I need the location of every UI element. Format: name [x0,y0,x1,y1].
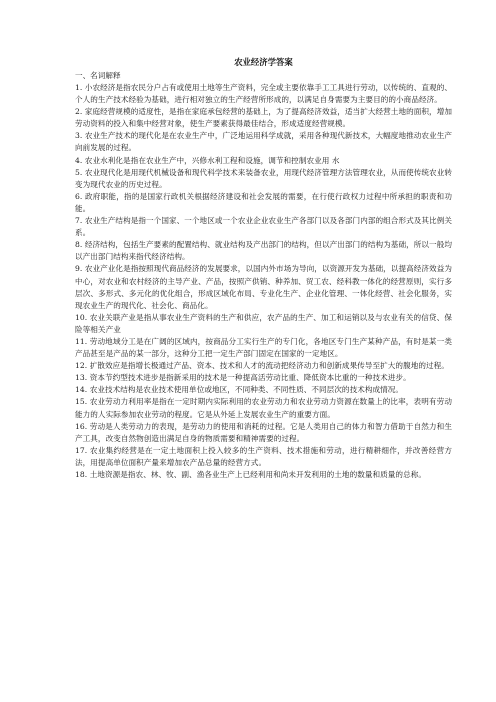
definition-item: 11. 劳动地域分工是在广阔的区域内，按商品分工实行生产的专门化，各地区专门生产某种产品，有时是某一类产品甚至是产品的某一部分，这种分工把一定生产部门固定在国家的一定地区。 [75,336,452,359]
definition-item: 12. 扩散效应是指增长极通过产品、资本、技术和人才的流动把经济动力和创新成果传导至扩大的腹地的过程。 [75,361,449,371]
definition-item: 18. 土地资源是指农、林、牧、副、渔各业生产上已经利用和尚未开发利用的土地的数量和质量的总称。 [75,470,427,479]
definition-item: 1. 小农经济是指农民分户占有或使用土地等生产资料，完全或主要依靠手工工具进行劳动，以传统的、直观的、个人的生产技术经验为基础，进行相对独立的生产经营所形成的，以满足自身需要为主要目的的小商品经济。 [75,83,452,105]
definition-item: 15. 农业劳动力利用率是指在一定时期内实际利用的农业劳动力和农业劳动力资源在数量上的比率，表明有劳动能力的人实际参加农业劳动的程度。它是从外延上发展农业生产的重要方面。 [75,397,452,419]
definition-item: 5. 农业现代化是用现代机械设备和现代科学技术来装备农业，用现代经济管理方法管理农业，从而使传统农业转变为现代农业的历史过程。 [75,167,452,189]
definition-item: 8. 经济结构，包括生产要素的配置结构、就业结构及产出部门的结构，但以产出部门的结构为基础，所以一般均以产出部门结构来指代经济结构。 [75,240,452,262]
section-heading: 一、名词解释 [75,71,121,80]
definition-item: 17. 农业集约经营是在一定土地面积上投入较多的生产资料、技术措施和劳动，进行精耕细作，并改善经营方法，用提高单位面积产量来增加农产品总量的经营方式。 [75,445,452,467]
definition-item: 16. 劳动是人类劳动力的表现，是劳动力的使用和消耗的过程。它是人类用自己的体力和智力借助于自然力和生产工具，改变自然物创造出满足自身的物质需要和精神需要的过程。 [75,421,452,443]
definition-item: 14. 农业技术结构是农业技术使用单位或地区，不同种类、不同性质、不同层次的技术构成情况。 [75,385,404,395]
definition-item: 13. 资本节约型技术进步是指新采用的技术是一种提高活劳动比重、降低资本比重的一种技术进步。 [75,373,411,383]
definition-item: 9. 农业产业化是指按照现代商品经济的发展要求，以国内外市场为导向，以资源开发为基础，以提高经济效益为中心，对农业和农村经济的主导产业、产品，按照产供销、种养加、贸工农、经科教一体化的经营原则，实行多层次、多形式、多元化的优化组合，形成区域化布局、专业化生产、企业化管理、一体化经营、社会化服务，实现农业生产的现代化、社会化、商品化。 [75,264,452,310]
definition-item: 10. 农业关联产业是指从事农业生产资料的生产和供应，农产品的生产、加工和运销以及与农业有关的信贷、保险等相关产业 [75,312,452,334]
definition-item: 4. 农业水利化是指在农业生产中，兴修水利工程和设施，调节和控制农业用 水 [75,155,340,165]
document-title: 农业经济学答案 [234,57,293,67]
definition-item: 7. 农业生产结构是指一个国家、一个地区或一个农业企业农业生产各部门以及各部门内部的组合形式及其比例关系。 [75,216,452,238]
definition-list [75,82,452,481]
definition-item: 2. 家庭经营规模的适度性，是指在家庭承包经营的基础上，为了提高经济效益，适当扩大经营土地的面积，增加劳动资料的投入和集中经营对象，使生产要素获得最佳结合，形成适度经营规模。 [75,107,452,129]
definition-item: 3. 农业生产技术的现代化是在农业生产中，广泛地运用科学成就，采用各种现代新技术，大幅度地推动农业生产向前发展的过程。 [75,131,452,153]
definition-item: 6. 政府职能，指的是国家行政机关根据经济建设和社会发展的需要，在行使行政权力过程中所承担的职责和功能。 [75,191,452,213]
